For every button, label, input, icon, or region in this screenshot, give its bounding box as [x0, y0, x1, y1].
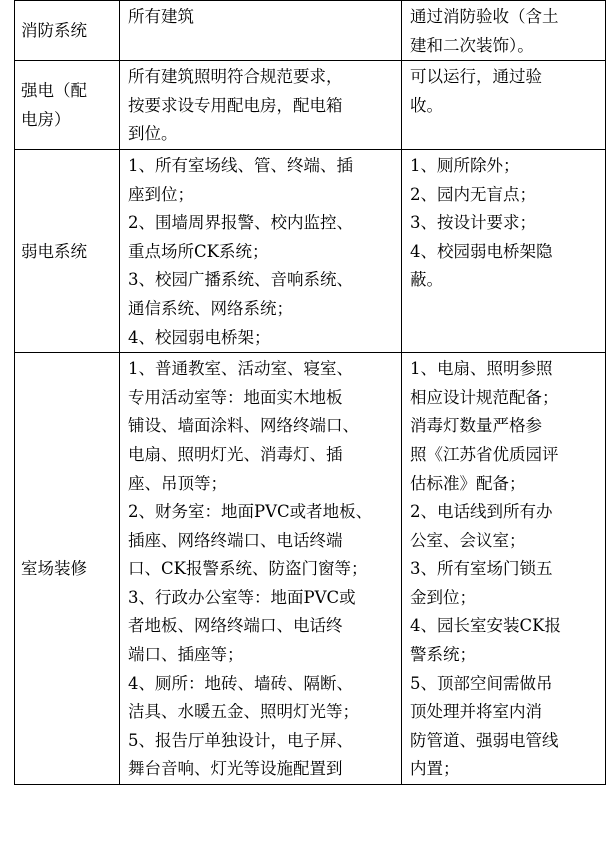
- table-cell-c3: [402, 149, 606, 352]
- cell-text-line: 1、所有室场线、管、终端、插: [128, 155, 353, 175]
- cell-text-line: 消毒灯数量严格参: [410, 416, 542, 436]
- table-cell-c2: [120, 353, 402, 785]
- cell-text-line: 内置；: [410, 759, 460, 779]
- cell-text-line: 估标准》配备；: [410, 473, 526, 493]
- table-cell-c1: [15, 149, 120, 352]
- cell-text-line: 1、电扇、照明参照: [410, 359, 553, 379]
- cell-text-line: 公室、会议室；: [410, 530, 526, 550]
- cell-text-line: 2、围墙周界报警、校内监控、: [128, 213, 353, 233]
- cell-text-line: 铺设、墙面涂料、网络终端口、: [128, 416, 359, 436]
- cell-text-line: 3、校园广播系统、音响系统、: [128, 270, 353, 290]
- cell-text-line: 建和二次装饰）。: [410, 35, 534, 55]
- table-cell-c1: [15, 1, 120, 61]
- cell-text-line: 通信系统、网络系统；: [128, 298, 293, 318]
- row-room-decoration: [15, 353, 606, 785]
- cell-text-line: 所有建筑照明符合规范要求，: [128, 67, 343, 87]
- cell-text-line: 顶处理并将室内消: [410, 702, 542, 722]
- cell-text-line: 3、按设计要求；: [410, 213, 536, 233]
- cell-text-line: 收。: [410, 95, 443, 115]
- cell-text-line: 3、所有室场门锁五: [410, 559, 553, 579]
- cell-text-line: 警系统；: [410, 645, 476, 665]
- cell-text-line: 口、CK报警系统、防盗门窗等；: [128, 559, 368, 579]
- row-fire-system: [15, 1, 606, 61]
- cell-text-line: 5、报告厅单独设计，电子屏、: [128, 730, 353, 750]
- cell-text-line: 消防系统: [21, 21, 87, 41]
- cell-text-line: 室场装修: [21, 559, 87, 579]
- cell-text-line: 5、顶部空间需做吊: [410, 673, 553, 693]
- table-cell-c2: [120, 1, 402, 61]
- row-weak-current: [15, 149, 606, 352]
- cell-text-line: 4、校园弱电桥架；: [128, 327, 271, 347]
- cell-text-line: 4、园长室安装CK报: [410, 616, 561, 636]
- cell-text-line: 专用活动室等：地面实木地板: [128, 387, 343, 407]
- cell-text-line: 端口、插座等；: [128, 645, 244, 665]
- cell-text-line: 者地板、网络终端口、电话终: [128, 616, 343, 636]
- row-strong-current: [15, 61, 606, 150]
- table-cell-c2: [120, 149, 402, 352]
- cell-text-line: 电房）: [21, 110, 71, 130]
- cell-text-line: 洁具、水暖五金、照明灯光等；: [128, 702, 359, 722]
- cell-text-line: 座、吊顶等；: [128, 473, 227, 493]
- cell-text-line: 相应设计规范配备；: [410, 387, 559, 407]
- cell-text-line: 2、园内无盲点；: [410, 184, 536, 204]
- cell-text-line: 到位。: [128, 124, 178, 144]
- facility-standards-table: [14, 0, 606, 785]
- cell-text-line: 可以运行，通过验: [410, 67, 542, 87]
- cell-text-line: 2、电话线到所有办: [410, 502, 553, 522]
- cell-text-line: 所有建筑: [128, 7, 194, 26]
- cell-text-line: 防管道、强弱电管线: [410, 730, 559, 750]
- cell-text-line: 1、普通教室、活动室、寝室、: [128, 359, 353, 379]
- cell-text-line: 金到位；: [410, 587, 476, 607]
- cell-text-line: 3、行政办公室等：地面PVC或: [128, 587, 356, 607]
- table-cell-c3: [402, 353, 606, 785]
- table-cell-c3: [402, 61, 606, 150]
- table-cell-c1: [15, 61, 120, 150]
- cell-text-line: 座到位；: [128, 184, 194, 204]
- table-cell-c2: [120, 61, 402, 150]
- cell-text-line: 4、校园弱电桥架隐: [410, 241, 553, 261]
- table-cell-c3: [402, 1, 606, 61]
- cell-text-line: 2、财务室：地面PVC或者地板、: [128, 502, 373, 522]
- cell-text-line: 弱电系统: [21, 241, 87, 261]
- cell-text-line: 按要求设专用配电房，配电箱: [128, 95, 343, 115]
- cell-text-line: 蔽。: [410, 270, 443, 290]
- cell-text-line: 重点场所CK系统；: [128, 241, 269, 261]
- cell-text-line: 强电（配: [21, 81, 87, 101]
- cell-text-line: 照《江苏省优质园评: [410, 444, 559, 464]
- cell-text-line: 4、厕所：地砖、墙砖、隔断、: [128, 673, 353, 693]
- cell-text-line: 通过消防验收（含土: [410, 7, 559, 26]
- cell-text-line: 1、厕所除外；: [410, 155, 520, 175]
- cell-text-line: 插座、网络终端口、电话终端: [128, 530, 343, 550]
- cell-text-line: 舞台音响、灯光等设施配置到: [128, 759, 343, 779]
- table-cell-c1: [15, 353, 120, 785]
- cell-text-line: 电扇、照明灯光、消毒灯、插: [128, 444, 343, 464]
